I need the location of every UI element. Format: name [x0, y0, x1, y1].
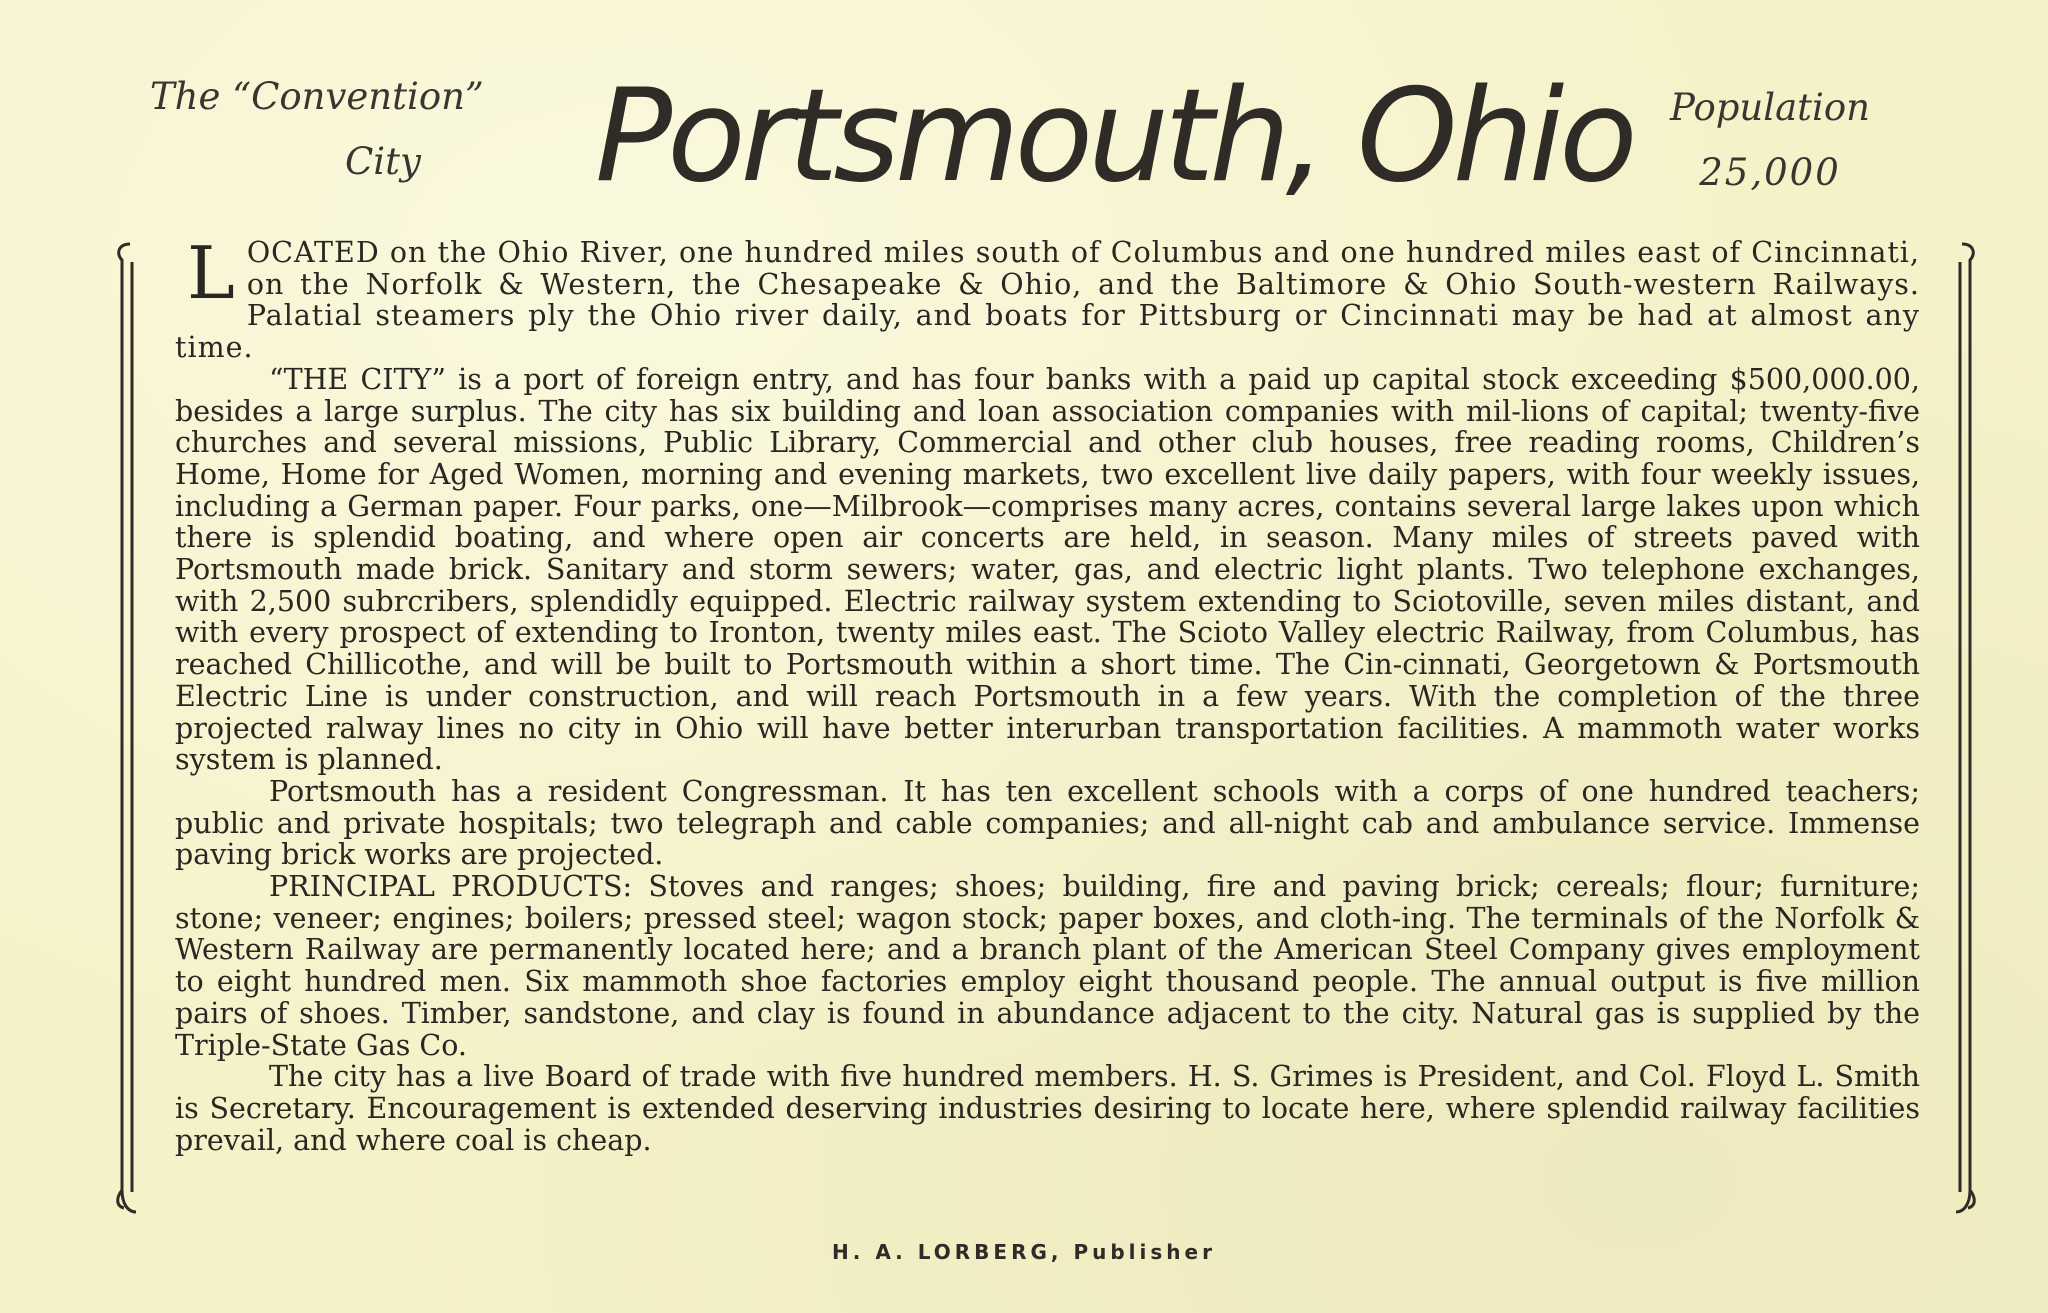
population-value: 25,000 — [1699, 151, 1841, 194]
population-block — [1640, 86, 1900, 194]
page-title: Portsmouth, Ohio — [595, 62, 1633, 211]
article-body — [175, 231, 1920, 1157]
convention-city-tagline — [150, 75, 530, 183]
paragraph-location-text: OCATED on the Ohio River, one hundred miles south of Columbus and one hundred miles east of Cincinnati, on the Norfolk & Western, the Chesapeake & Ohio, and the Baltimore & Ohio South-western Railways. Palatial steamers ply the Ohio river daily, and boats for Pittsburg or Cincinnati may be had at almost any time. — [175, 236, 1920, 365]
publisher-credit: H. A. LORBERG, Publisher — [832, 1240, 1216, 1264]
paragraph-location — [175, 231, 1920, 365]
tagline-line-2: City — [345, 140, 421, 183]
drop-cap: L — [187, 231, 235, 315]
right-ornamental-bracket — [1952, 240, 1980, 1218]
paragraph-the-city: “THE CITY” is a port of foreign entry, and has four banks with a paid up capital stock exceeding $500,000.00, besides a large surplus. The city has six building and loan association companies with mil-lions of capital; twenty-five churches and several missions, Public Library, Commercial and other club houses, free reading rooms, Children’s Home, Home for Aged Women, morning and evening markets, two excellent live daily papers, with four weekly issues, including a German paper. Four parks, one—Milbrook—comprises many acres, contains several large lakes upon which there is splendid boating, and where open air concerts are held, in season. Many miles of streets paved with Portsmouth made brick. Sanitary and storm sewers; water, gas, and electric light plants. Two telephone exchanges, with 2,500 subrcribers, splendidly equipped. Electric railway system extending to Sciotoville, seven miles distant, and with every prospect of extending to Ironton, twenty miles east. The Scioto Valley electric Railway, from Columbus, has reached Chillicothe, and will be built to Portsmouth within a short time. The Cin-cinnati, Georgetown & Portsmouth Electric Line is under construction, and will reach Portsmouth in a few years. With the completion of the three projected ralway lines no city in Ohio will have better interurban transportation facilities. A mammoth water works system is planned. — [175, 362, 1920, 777]
paragraph-congressman: Portsmouth has a resident Congressman. It has ten excellent schools with a corps of one hundred teachers; public and private hospitals; two telegraph and cable companies; and all-night cab and ambulance service. Immense paving brick works are projected. — [175, 774, 1920, 872]
population-label: Population — [1670, 86, 1870, 129]
paragraph-board-of-trade: The city has a live Board of trade with five hundred members. H. S. Grimes is President, and Col. Floyd L. Smith is Secretary. Encouragement is extended deserving industries desiring to locate here, where splendid railway facilities prevail, and where coal is cheap. — [175, 1060, 1920, 1157]
left-ornamental-bracket — [112, 240, 140, 1218]
tagline-line-1: The “Convention” — [150, 75, 484, 118]
paragraph-principal-products: PRINCIPAL PRODUCTS: Stoves and ranges; shoes; building, fire and paving brick; cereals; flour; furniture; stone; veneer; engines; boilers; pressed steel; wagon stock; paper boxes, and cloth-ing. The terminals of the Norfolk & Western Railway are permanently located here; and a branch plant of the American Steel Company gives employment to eight hundred men. Six mammoth shoe factories employ eight thousand people. The annual output is five million pairs of shoes. Timber, sandstone, and clay is found in abundance adjacent to the city. Natural gas is supplied by the Triple-State Gas Co. — [175, 870, 1920, 1062]
